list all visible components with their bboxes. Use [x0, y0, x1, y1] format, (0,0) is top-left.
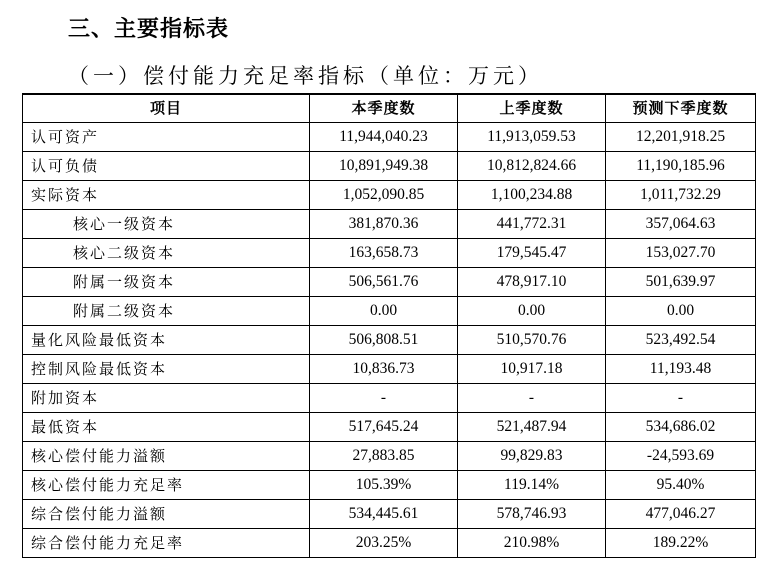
previous-quarter-value: 10,917.18: [458, 355, 606, 384]
forecast-next-quarter-value: 189.22%: [606, 529, 756, 558]
previous-quarter-value: 441,772.31: [458, 210, 606, 239]
forecast-next-quarter-value: 12,201,918.25: [606, 123, 756, 152]
forecast-next-quarter-value: -24,593.69: [606, 442, 756, 471]
header-previous-quarter: 上季度数: [458, 94, 606, 123]
header-forecast-next-quarter: 预测下季度数: [606, 94, 756, 123]
table-row: [23, 181, 756, 210]
table-row: [23, 210, 756, 239]
current-quarter-value: 11,944,040.23: [310, 123, 458, 152]
current-quarter-value: 517,645.24: [310, 413, 458, 442]
table-row: [23, 297, 756, 326]
current-quarter-value: 105.39%: [310, 471, 458, 500]
current-quarter-value: 10,891,949.38: [310, 152, 458, 181]
table-row: [23, 500, 756, 529]
forecast-next-quarter-value: 523,492.54: [606, 326, 756, 355]
row-label: 综合偿付能力充足率: [23, 529, 310, 558]
forecast-next-quarter-value: 1,011,732.29: [606, 181, 756, 210]
previous-quarter-value: 521,487.94: [458, 413, 606, 442]
forecast-next-quarter-value: -: [606, 384, 756, 413]
table-row: [23, 413, 756, 442]
table-row: [23, 268, 756, 297]
table-row: [23, 152, 756, 181]
header-item: 项目: [23, 94, 310, 123]
table-row: [23, 471, 756, 500]
table-subtitle: （一）偿付能力充足率指标（单位：万元）: [68, 64, 543, 88]
forecast-next-quarter-value: 534,686.02: [606, 413, 756, 442]
table-row: [23, 529, 756, 558]
section-title: 三、主要指标表: [68, 17, 230, 42]
row-label: 核心二级资本: [23, 239, 310, 268]
table-row: [23, 355, 756, 384]
forecast-next-quarter-value: 0.00: [606, 297, 756, 326]
previous-quarter-value: 1,100,234.88: [458, 181, 606, 210]
solvency-indicator-table: [22, 93, 756, 558]
current-quarter-value: 534,445.61: [310, 500, 458, 529]
previous-quarter-value: 99,829.83: [458, 442, 606, 471]
previous-quarter-value: 478,917.10: [458, 268, 606, 297]
header-current-quarter: 本季度数: [310, 94, 458, 123]
forecast-next-quarter-value: 153,027.70: [606, 239, 756, 268]
current-quarter-value: 506,561.76: [310, 268, 458, 297]
current-quarter-value: 163,658.73: [310, 239, 458, 268]
table-row: [23, 442, 756, 471]
row-label: 最低资本: [23, 413, 310, 442]
row-label: 认可负债: [23, 152, 310, 181]
row-label: 量化风险最低资本: [23, 326, 310, 355]
row-label: 附属一级资本: [23, 268, 310, 297]
current-quarter-value: 10,836.73: [310, 355, 458, 384]
previous-quarter-value: 510,570.76: [458, 326, 606, 355]
previous-quarter-value: 578,746.93: [458, 500, 606, 529]
row-label: 控制风险最低资本: [23, 355, 310, 384]
table-row: [23, 384, 756, 413]
current-quarter-value: 0.00: [310, 297, 458, 326]
forecast-next-quarter-value: 477,046.27: [606, 500, 756, 529]
current-quarter-value: 506,808.51: [310, 326, 458, 355]
previous-quarter-value: 0.00: [458, 297, 606, 326]
row-label: 核心一级资本: [23, 210, 310, 239]
table-row: [23, 123, 756, 152]
current-quarter-value: 203.25%: [310, 529, 458, 558]
row-label: 附属二级资本: [23, 297, 310, 326]
table-header-row: [23, 94, 756, 123]
previous-quarter-value: 11,913,059.53: [458, 123, 606, 152]
previous-quarter-value: -: [458, 384, 606, 413]
forecast-next-quarter-value: 357,064.63: [606, 210, 756, 239]
forecast-next-quarter-value: 501,639.97: [606, 268, 756, 297]
previous-quarter-value: 10,812,824.66: [458, 152, 606, 181]
forecast-next-quarter-value: 11,190,185.96: [606, 152, 756, 181]
row-label: 综合偿付能力溢额: [23, 500, 310, 529]
row-label: 核心偿付能力充足率: [23, 471, 310, 500]
current-quarter-value: 1,052,090.85: [310, 181, 458, 210]
row-label: 核心偿付能力溢额: [23, 442, 310, 471]
forecast-next-quarter-value: 95.40%: [606, 471, 756, 500]
table-row: [23, 326, 756, 355]
forecast-next-quarter-value: 11,193.48: [606, 355, 756, 384]
table-row: [23, 239, 756, 268]
row-label: 附加资本: [23, 384, 310, 413]
row-label: 认可资产: [23, 123, 310, 152]
previous-quarter-value: 179,545.47: [458, 239, 606, 268]
current-quarter-value: 27,883.85: [310, 442, 458, 471]
current-quarter-value: -: [310, 384, 458, 413]
previous-quarter-value: 210.98%: [458, 529, 606, 558]
row-label: 实际资本: [23, 181, 310, 210]
previous-quarter-value: 119.14%: [458, 471, 606, 500]
current-quarter-value: 381,870.36: [310, 210, 458, 239]
